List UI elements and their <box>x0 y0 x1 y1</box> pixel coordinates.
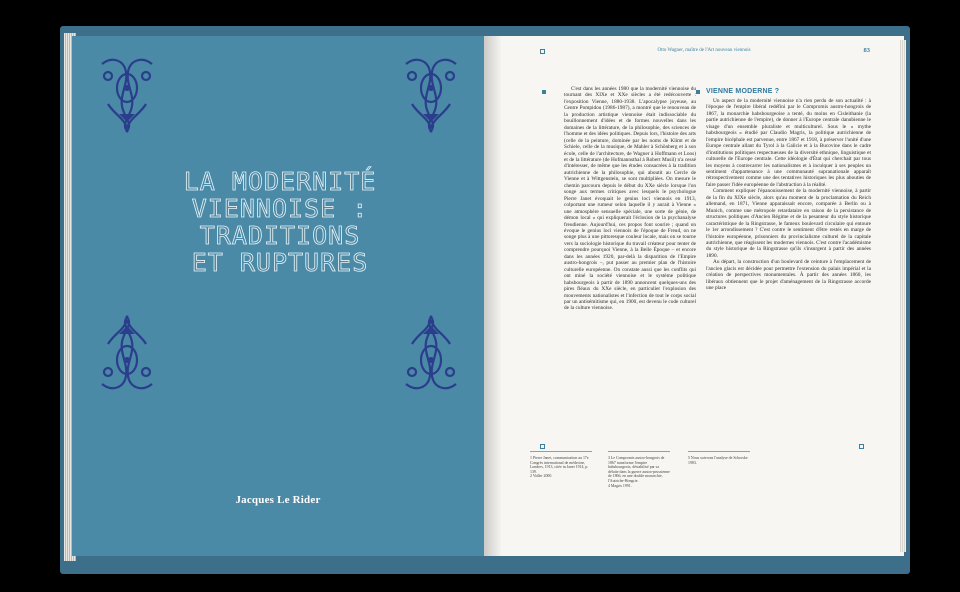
chapter-title-line: TRADITIONS <box>199 221 361 250</box>
footnote-column-3 <box>688 456 750 465</box>
footnote-rule <box>688 451 750 452</box>
footnote: 5 Nous suivrons l'analyse de Schorske 1983. <box>688 456 748 465</box>
text-column-1 <box>564 86 696 441</box>
page-number: 83 <box>863 47 870 54</box>
chapter-title-line: LA MODERNITÉ <box>183 167 377 196</box>
footnote-column-1 <box>530 456 592 479</box>
footnote: 4 Magris 1991. <box>608 483 632 488</box>
right-page-edges <box>900 40 906 552</box>
square-marker-icon <box>859 444 864 449</box>
square-marker-icon <box>540 444 545 449</box>
chapter-title <box>110 168 450 276</box>
square-bullet-icon <box>542 90 546 94</box>
paragraph: Comment expliquer l'épanouissement de la modernité viennoise, à partir de la fin du XIXe siècle, alors qu'au moment de la proclamation du Reich allemand, en 1871, Vienne apparaissait encore, comparée à Berlin ou à Munich, comme une métropole retardataire en raison de la persistance de structures politiques d'Ancien Régime et de la pesanteur du style historique caractéristique de la Ringstrasse, le fameux boulevard circulaire qui entoure le 1er arrondissement ? C'est contre le sentiment d'être restés en marge de l'histoire européenne, prisonniers du provincialisme culturel de la capitale autrichienne, que réagissent les modernes viennois. C'est contre l'académisme du style historique de la Ringstrasse qu'ils s'insurgent à partir des années 1890. <box>706 188 871 259</box>
chapter-title-line: ET RUPTURES <box>191 248 369 277</box>
footnote-column-2 <box>608 456 670 488</box>
art-nouveau-ornament-icon <box>94 308 160 394</box>
footnote: 2 Vidler 2000. <box>530 474 553 479</box>
left-page <box>72 36 484 556</box>
art-nouveau-ornament-icon <box>398 308 464 394</box>
author-name: Jacques Le Rider <box>235 494 321 506</box>
paragraph: Au départ, la construction d'un boulevard de ceinture à l'emplacement de l'ancien glacis est décidée pour permettre l'extension du palais impérial et la création de perspectives monumentales. À partir des années 1860, les libéraux obtiennent que le projet d'aménagement de la Ringstrasse accorde une place <box>706 259 871 292</box>
footnote: 1 Pierre Janet, communication au 17e Congrès international de médecine, Londres, 1913, citée in Janet 1914, p. 139. <box>530 456 589 474</box>
paragraph: Un aspect de la modernité viennoise n'a rien perdu de son actualité : à l'époque de l'empire libéral redéfini par le Compromis austro-hongrois de 1867, la monarchie habsbourgeoise a tenté, du moins en Cisleithanie (la partie autrichienne de l'empire), de donner à l'Europe centrale danubienne le visage d'un ensemble pluraliste et multiculturel. Sous le « mythe habsbourgeois » étudié par Claudio Magris, la politique autrichienne de l'empire bicéphale est parvenue, entre 1867 et 1918, à préserver l'unité d'une Europe centrale allant du Tyrol à la Galicie et à la Bucovine dans le cadre d'institutions politiques respectueuses de la diversité ethnique, linguistique et culturelle de l'Europe centrale. Cette idéologie d'État qui cherchait par tous les moyens à contrecarrer les nationalismes et à inculquer à ses peuples un sentiment d'appartenance à une communauté supranationale apparaît rétrospectivement comme une des tentatives historiques les plus abouties de faire passer l'idée européenne de l'abstraction à la réalité. <box>706 98 871 188</box>
text-column-2 <box>706 98 871 442</box>
section-heading: VIENNE MODERNE ? <box>706 88 780 95</box>
art-nouveau-ornament-icon <box>398 54 464 140</box>
paragraph: C'est dans les années 1980 que la modernité viennoise du tournant des XIXe et XXe siècles a été redécouverte : l'exposition Vienne, 1880-1938. L'apocalypse joyeuse, au Centre Pompidou (1986-1987), a montré que le renouveau de la production artistique viennoise était indissociable du bouillonnement d'idées et de formes nouvelles dans les domaines de la littérature, de la philosophie, des sciences de l'homme et des idées politiques. Depuis lors, l'histoire des arts (celle de la peinture, dominée par les noms de Klimt et de Schiele, celle de la musique, de Mahler à Schönberg et à son école, celle de l'architecture, de Wagner à Hoffmann et Loos) et de la littérature (de Hofmannsthal à Robert Musil) n'a cessé d'intéresser, de même que les études consacrées à la tradition autrichienne de la philosophie, qui aboutit au Cercle de Vienne et à Wittgenstein, se sont multipliées. On mesure le chemin parcouru depuis le début du XXe siècle lorsque l'on songe aux termes critiques avec lesquels le psychologue Pierre Janet évoquait le genius loci viennois en 1913, colportant une rumeur selon laquelle il y aurait à Vienne « une atmosphère sensuelle spéciale, une sorte de génie, de démon local » qui expliquerait l'éclosion de la psychanalyse freudienne. Aujourd'hui, ces propos font sourire ; quand on évoque le genius loci viennois de l'époque de Freud, on ne songe plus à une pittoresque couleur locale, mais on se tourne vers la sociologie historique du travail créateur pour tenter de comprendre pourquoi Vienne, à la Belle Époque – et encore dans les années 1920, par-delà la disparition de l'Empire austro-hongrois –, put passer au premier plan de l'histoire culturelle européenne. On constate aussi que les conflits qui ont miné la société viennoise et le système politique habsbourgeois à partir de 1890 annoncent quelques-uns des pires fléaux du XXe siècle, en particulier l'explosion des mouvements nationalistes et l'infection de tout le corps social par un antisémitisme qui, en 1900, est devenu le code culturel de la culture viennoise. <box>564 86 696 312</box>
footnote: 3 Le Compromis austro-hongrois de 1867 transforme l'empire habsbourgeois, déstabilisé par sa défaite dans la guerre austro-prussienne de 1866, en une double monarchie, l'Autriche-Hongrie. <box>608 456 670 483</box>
footnote-rule <box>530 451 592 452</box>
art-nouveau-ornament-icon <box>94 54 160 140</box>
right-page <box>484 36 904 556</box>
footnote-rule <box>608 451 670 452</box>
running-header: Otto Wagner, maître de l'Art nouveau viennois <box>657 48 751 53</box>
square-bullet-icon <box>696 90 700 94</box>
chapter-title-line: VIENNOISE : <box>191 194 369 223</box>
